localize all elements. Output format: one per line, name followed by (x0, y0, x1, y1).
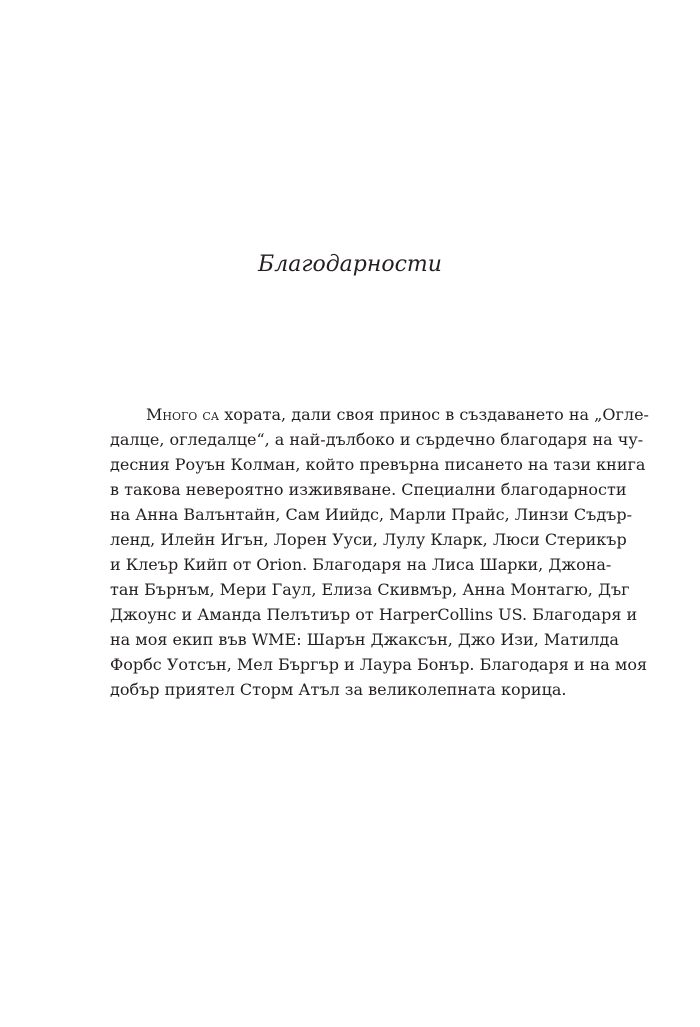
paragraph-line: далце, огледалце“, а най-дълбоко и сърдечно благодаря на чу- (110, 430, 644, 449)
paragraph-line: на моя екип във WME: Шарън Джаксън, Джо Изи, Матилда (110, 630, 619, 649)
paragraph-line-text: хората, дали своя принос в създаването на „Огле- (219, 405, 649, 424)
paragraph-line: тан Бърнъм, Мери Гаул, Елиза Скивмър, Анна Монтагю, Дъг (110, 580, 630, 599)
acknowledgements-paragraph (110, 402, 700, 702)
paragraph-line: Джоунс и Аманда Пелътиър от HarperCollins US. Благодаря и (110, 605, 638, 624)
paragraph-line: добър приятел Сторм Атъл за великолепната корица. (110, 680, 567, 699)
paragraph-line: на Анна Валънтайн, Сам Иийдс, Марли Прайс, Линзи Съдър- (110, 505, 632, 524)
paragraph-line: десния Роуън Колман, който превърна писането на тази книга (110, 455, 646, 474)
paragraph-line: в такова невероятно изживяване. Специални благодарности (110, 480, 627, 499)
paragraph-line (110, 402, 700, 427)
paragraph-line: и Клеър Кийп от Orion. Благодаря на Лиса Шарки, Джона- (110, 555, 612, 574)
paragraph-line: Форбс Уотсън, Мел Бъргър и Лаура Бонър. Благодаря и на моя (110, 655, 648, 674)
paragraph-line: ленд, Илейн Игън, Лорен Ууси, Лулу Кларк, Люси Стерикър (110, 530, 627, 549)
page-title: Благодарности (258, 252, 442, 277)
lead-smallcaps: Много са (146, 405, 220, 424)
